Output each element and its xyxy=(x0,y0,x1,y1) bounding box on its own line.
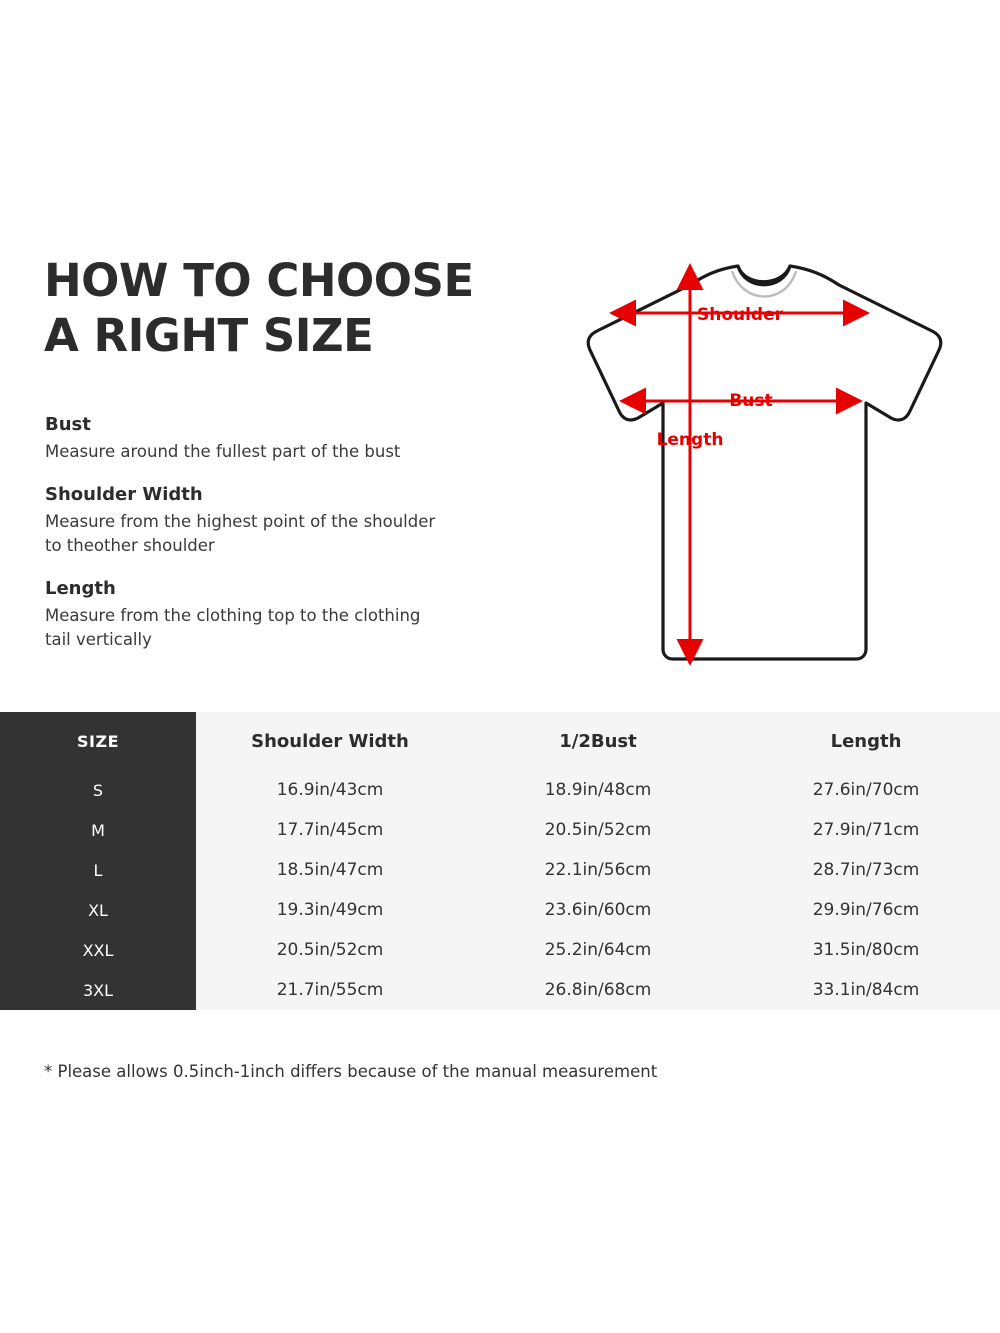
cell-half-bust: 18.9in/48cm xyxy=(464,770,732,810)
table-row xyxy=(0,890,1000,930)
cell-size: 3XL xyxy=(0,970,196,1010)
definition-length xyxy=(45,578,515,652)
cell-half-bust: 23.6in/60cm xyxy=(464,890,732,930)
definition-bust-description: Measure around the fullest part of the bust xyxy=(45,442,401,461)
table-row xyxy=(0,970,1000,1010)
page-title-line-2: A RIGHT SIZE xyxy=(44,308,374,362)
column-header-shoulder-width: Shoulder Width xyxy=(196,712,464,770)
table-row xyxy=(0,810,1000,850)
cell-shoulder-width: 16.9in/43cm xyxy=(196,770,464,810)
cell-shoulder-width: 17.7in/45cm xyxy=(196,810,464,850)
cell-length: 28.7in/73cm xyxy=(732,850,1000,890)
table-row xyxy=(0,850,1000,890)
page-title-line-1: HOW TO CHOOSE xyxy=(44,254,474,307)
definition-shoulder-width-term: Shoulder Width xyxy=(45,483,203,505)
column-header-size: SIZE xyxy=(0,712,196,770)
cell-shoulder-width: 20.5in/52cm xyxy=(196,930,464,970)
cell-half-bust: 20.5in/52cm xyxy=(464,810,732,850)
cell-size: M xyxy=(0,810,196,850)
cell-length: 27.9in/71cm xyxy=(732,810,1000,850)
column-header-half-bust: 1/2Bust xyxy=(464,712,732,770)
size-chart-table xyxy=(0,712,1000,1010)
definition-length-description: Measure from the clothing top to the clothing tail vertically xyxy=(45,605,421,649)
cell-half-bust: 25.2in/64cm xyxy=(464,930,732,970)
table-row xyxy=(0,770,1000,810)
definition-length-term: Length xyxy=(45,577,116,599)
cell-size: XL xyxy=(0,890,196,930)
tshirt-measurement-diagram xyxy=(500,235,990,695)
cell-length: 27.6in/70cm xyxy=(732,770,1000,810)
cell-half-bust: 26.8in/68cm xyxy=(464,970,732,1010)
table-row xyxy=(0,930,1000,970)
cell-shoulder-width: 21.7in/55cm xyxy=(196,970,464,1010)
cell-shoulder-width: 19.3in/49cm xyxy=(196,890,464,930)
cell-shoulder-width: 18.5in/47cm xyxy=(196,850,464,890)
bust-label: Bust xyxy=(729,391,773,411)
definition-shoulder-width-description: Measure from the highest point of the shoulder to theother shoulder xyxy=(45,511,436,555)
measurement-definitions xyxy=(45,414,515,672)
measurement-footnote: * Please allows 0.5inch-1inch differs because of the manual measurement xyxy=(44,1062,658,1081)
cell-length: 31.5in/80cm xyxy=(732,930,1000,970)
column-header-length: Length xyxy=(732,712,1000,770)
cell-half-bust: 22.1in/56cm xyxy=(464,850,732,890)
cell-length: 33.1in/84cm xyxy=(732,970,1000,1010)
cell-size: S xyxy=(0,770,196,810)
shoulder-label: Shoulder xyxy=(696,305,784,325)
definition-shoulder-width xyxy=(45,484,515,558)
cell-size: L xyxy=(0,850,196,890)
page-title xyxy=(44,254,514,364)
table-header-row xyxy=(0,712,1000,770)
length-label: Length xyxy=(656,430,724,450)
cell-length: 29.9in/76cm xyxy=(732,890,1000,930)
cell-size: XXL xyxy=(0,930,196,970)
definition-bust-term: Bust xyxy=(45,414,91,435)
definition-bust xyxy=(45,414,515,464)
